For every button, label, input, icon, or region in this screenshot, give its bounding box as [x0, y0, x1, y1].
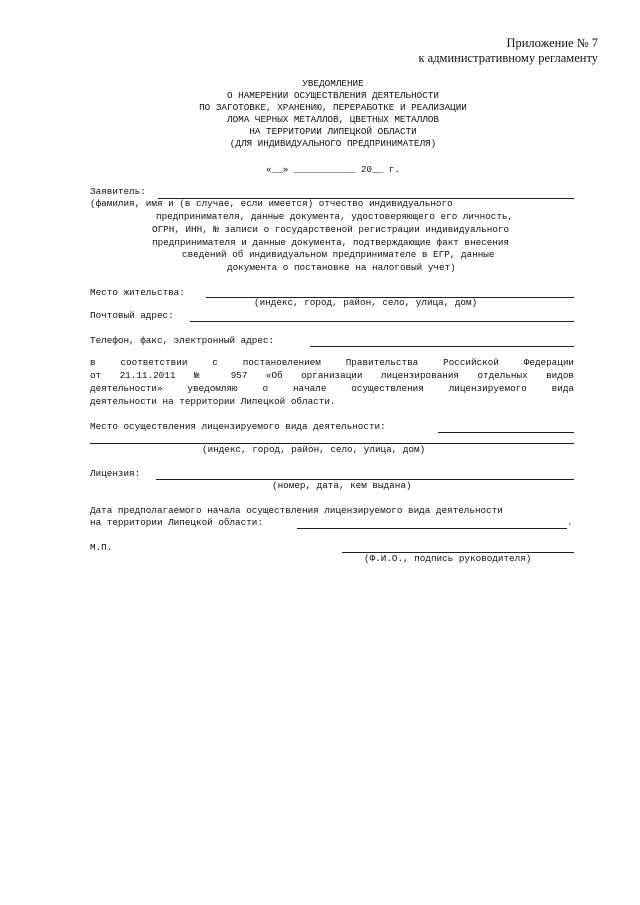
- title-line-2: О НАМЕРЕНИИ ОСУЩЕСТВЛЕНИЯ ДЕЯТЕЛЬНОСТИ: [226, 90, 439, 101]
- title-line-3: ПО ЗАГОТОВКЕ, ХРАНЕНИЮ, ПЕРЕРАБОТКЕ И РЕАЛИЗАЦИИ: [199, 102, 467, 113]
- title-line-1: УВЕДОМЛЕНИЕ: [302, 78, 364, 89]
- body-line-3: деятельности» уведомляю о начале осуществления лицензируемого вида: [90, 383, 574, 394]
- applicant-hint-5: сведений об индивидуальном предпринимателе в ЕГР, данные: [182, 249, 495, 260]
- applicant-label: Заявитель:: [90, 186, 146, 197]
- title-line-4: ЛОМА ЧЕРНЫХ МЕТАЛЛОВ, ЦВЕТНЫХ МЕТАЛЛОВ: [226, 114, 439, 125]
- license-hint: (номер, дата, кем выдана): [272, 480, 412, 491]
- body-line-2: от 21.11.2011 № 957 «Об организации лицензирования отдельных видов: [90, 370, 574, 381]
- applicant-hint-4: предпринимателя и данные документа, подтверждающие факт внесения: [152, 237, 510, 248]
- postal-field-line[interactable]: [190, 321, 574, 322]
- body-line-4: деятельности на территории Липецкой области.: [90, 396, 336, 407]
- residence-label: Место жительства:: [90, 287, 185, 298]
- stamp-label: М.П.: [90, 542, 113, 553]
- activity-place-field-line[interactable]: [438, 432, 574, 433]
- residence-hint: (индекс, город, район, село, улица, дом): [254, 297, 478, 308]
- start-date-line-1: Дата предполагаемого начала осуществления лицензируемого вида деятельности: [90, 505, 503, 516]
- activity-place-label: Место осуществления лицензируемого вида деятельности:: [90, 421, 386, 432]
- signature-hint: (Ф.И.О., подпись руководителя): [364, 553, 532, 564]
- title-line-5: НА ТЕРРИТОРИИ ЛИПЕЦКОЙ ОБЛАСТИ: [249, 126, 417, 137]
- body-line-1: в соответствии с постановлением Правительства Российской Федерации: [90, 357, 574, 368]
- contacts-label: Телефон, факс, электронный адрес:: [90, 335, 275, 346]
- title-line-6: (ДЛЯ ИНДИВИДУАЛЬНОГО ПРЕДПРИНИМАТЕЛЯ): [229, 138, 437, 149]
- applicant-hint-1: (фамилия, имя и (в случае, если имеется) отчество индивидуального: [90, 198, 453, 209]
- applicant-hint-6: документа о постановке на налоговый учет): [227, 262, 456, 273]
- applicant-hint-3: ОГРН, ИНН, № записи о государственой регистрации индивидуального: [152, 224, 510, 235]
- contacts-field-line[interactable]: [310, 346, 574, 347]
- appendix-number: Приложение № 7: [506, 36, 598, 50]
- date-line: «__» ___________ 20__ г.: [266, 164, 400, 175]
- license-label: Лицензия:: [90, 468, 141, 479]
- start-date-field-line[interactable]: [297, 528, 567, 529]
- start-date-line-2: на территории Липецкой области:: [90, 517, 263, 528]
- activity-place-hint: (индекс, город, район, село, улица, дом): [202, 444, 426, 455]
- start-date-end: .: [567, 517, 573, 528]
- postal-label: Почтовый адрес:: [90, 310, 174, 321]
- applicant-hint-2: предпринимателя, данные документа, удостоверяющего его личность,: [156, 211, 514, 222]
- appendix-reference: к административному регламенту: [418, 51, 598, 65]
